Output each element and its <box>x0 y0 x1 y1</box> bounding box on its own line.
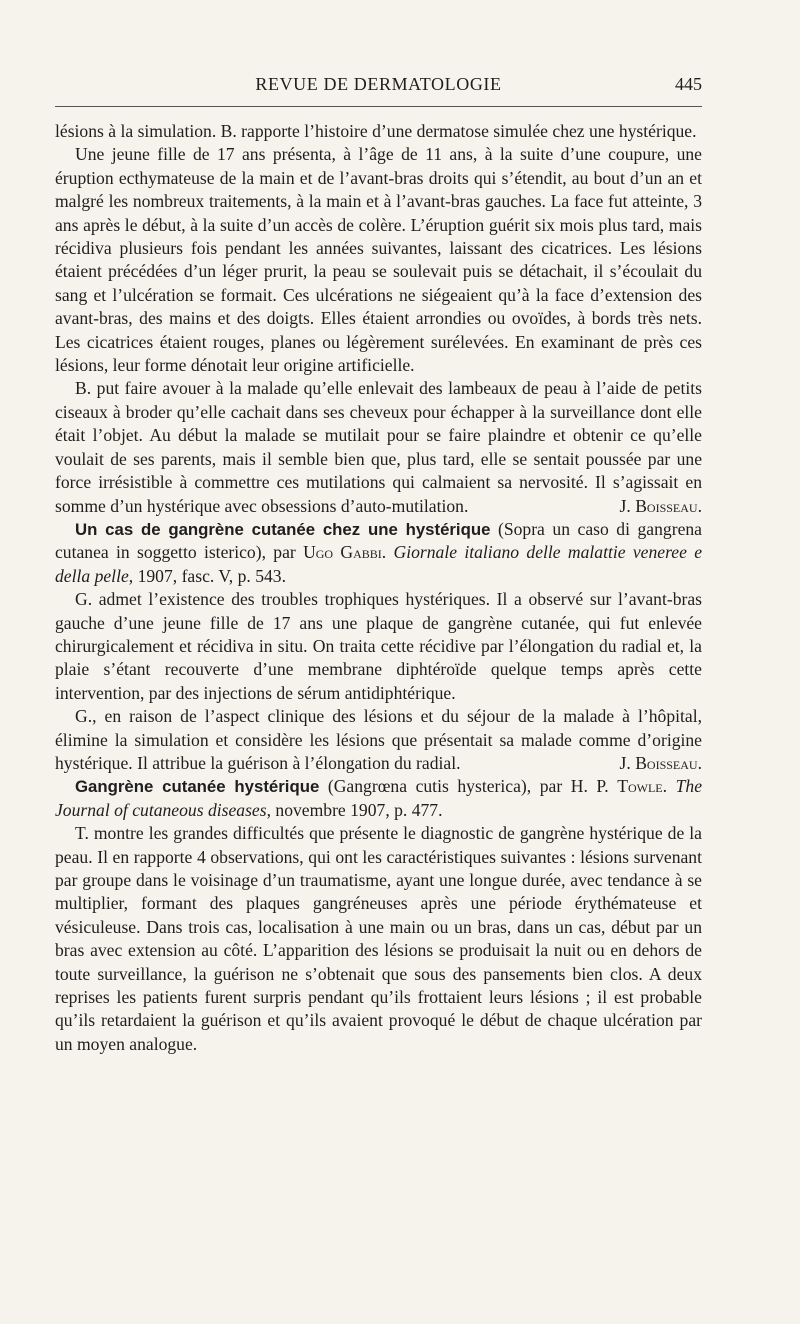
running-header <box>55 72 702 98</box>
signature: J. Boisseau. <box>619 752 702 773</box>
article-body <box>55 120 702 1056</box>
header-rule <box>55 106 702 107</box>
paragraph <box>55 377 702 517</box>
paragraph: G. admet l’existence des troubles trophiques hystériques. Il a observé sur l’avant-bras gauche d’une jeune fille de 17 ans une plaque de gangrène cutanée, qui fut enlevée chirurgicalement et récidiva in situ. On traita cette récidive par l’élongation du radial et, la plaie s’étant recouverte d’une membrane diphtéroïde quelque temps après cette intervention, par des injections de sérum antidiphtérique. <box>55 589 702 703</box>
paragraph: T. montre les grandes difficultés que présente le diagnostic de gangrène hystérique de la peau. Il en rapporte 4 observations, qui ont les caractéristiques suivantes : lésions survenant par groupe dans le voisinage d’un traumatisme, ayant une longue durée, avec tendance à se multiplier, formant des plaques gangréneuses après une période érythémateuse et vésiculeuse. Dans trois cas, localisation à une main ou un bras, dans un cas, début par un bras avec extension au côté. L’apparition des lésions se produisait la nuit ou en dehors de toute surveillance, la guérison ne s’obtenait que sous des pansements bien clos. A deux reprises les patients furent surpris pendant qu’ils frottaient leurs lésions ; il est probable qu’ils retardaient la guérison et qu’ils avaient provoqué le début de chaque ulcération par un moyen analogue. <box>55 823 702 1054</box>
page-number: 445 <box>675 74 702 94</box>
abstract-title: Un cas de gangrène cutanée chez une hystérique <box>75 519 491 539</box>
reference-text: . <box>662 776 676 797</box>
reference-text: , 1907, fasc. V, p. 543. <box>128 565 286 586</box>
paragraph-text: B. put faire avouer à la malade qu’elle enlevait des lambeaux de peau à l’aide de petits ciseaux à broder qu’elle cachait dans ses cheveux pour échapper à la surveillance dont elle était l’objet. Au début la malade se mutilait pour se faire plaindre et obtenir ce qu’elle voulait de ses parents, mais il semble bien que, plus tard, elle se sentait poussée par une force irrésistible à commettre ces mutilations qui calmaient sa nervosité. Il s’agissait en somme d’un hystérique avec obsessions d’auto-mutilation. <box>55 378 702 516</box>
paragraph: lésions à la simulation. B. rapporte l’histoire d’une dermatose simulée chez une hystérique. <box>55 121 697 141</box>
reference-text: (Gangrœna cutis hysterica), par H. P. <box>319 776 618 797</box>
abstract-title: Gangrène cutanée hystérique <box>75 777 320 797</box>
reference-journal: Giornale italiano delle malattie veneree e della pelle <box>55 542 703 586</box>
abstract-heading <box>55 775 702 822</box>
signature: J. Boisseau. <box>619 495 702 516</box>
reference-text: (Sopra un caso di gangrena cutanea in soggetto isterico), par <box>55 518 702 563</box>
paragraph-text: G., en raison de l’aspect clinique des lésions et du séjour de la malade à l’hôpital, élimine la simulation et considère les lésions que présentait sa malade comme d’origine hystérique. Il attribue la guérison à l’élongation du radial. <box>55 706 702 773</box>
reference-journal: The Journal of cutaneous diseases <box>55 776 703 820</box>
reference-text: , novembre 1907, p. 477. <box>266 799 443 820</box>
paragraph <box>55 705 702 775</box>
paragraph: Une jeune fille de 17 ans présenta, à l’âge de 11 ans, à la suite d’une coupure, une éruption ecthymateuse de la main et de l’avant-bras droits qui s’étendit, au bout d’un an et malgré les nombreux traitements, à la main et à l’avant-bras gauches. La face fut atteinte, 3 ans après le début, à la suite d’un accès de colère. L’éruption guérit six mois plus tard, mais récidiva plusieurs fois pendant les années suivantes, laissant des cicatrices. Les lésions étaient précédées d’un léger prurit, la peau se soulevait puis se détachait, il s’écoulait du sang et l’ulcération se formait. Ces ulcérations ne siégeaient qu’à la face d’extension des avant-bras, des mains et des doigts. Elles étaient arrondies ou ovoïdes, à bords très nets. Les cicatrices étaient rouges, planes ou légèrement surélevées. En examinant de près ces lésions, leur forme dénotait leur origine artificielle. <box>55 144 702 376</box>
abstract-heading <box>55 518 702 588</box>
journal-title: REVUE DE DERMATOLOGIE <box>255 74 502 94</box>
reference-text: . <box>381 542 394 563</box>
reference-author: Ugo Gabbi <box>303 542 382 563</box>
reference-author: Towle <box>617 776 663 797</box>
